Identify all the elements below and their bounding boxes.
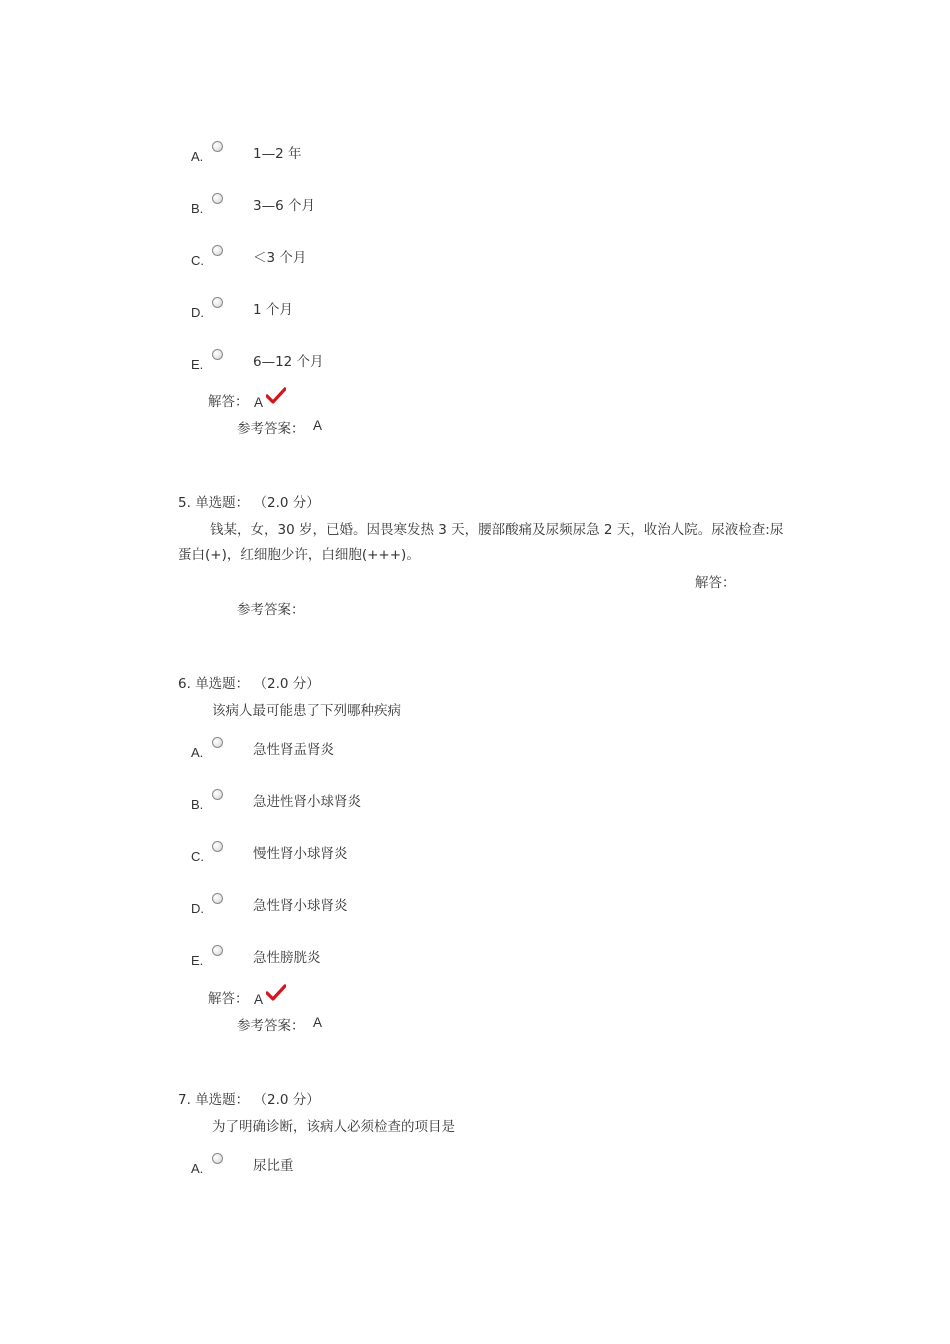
option-text: 急性膀胱炎: [253, 950, 321, 966]
answer-value: A: [254, 992, 264, 1007]
q5-body-line2: 蛋白(+)，红细胞少许，白细胞(+++)。: [178, 547, 420, 563]
question-score: （2.0 分）: [253, 495, 320, 511]
answer-value: A: [254, 395, 264, 410]
option-text: 尿比重: [253, 1158, 294, 1174]
question-type: 单选题：: [195, 1092, 250, 1108]
question-type: 单选题：: [195, 676, 250, 692]
option-letter: E.: [191, 953, 204, 968]
reference-answer-value: A: [313, 1015, 323, 1030]
question-score: （2.0 分）: [253, 676, 320, 692]
check-mark-icon: [266, 387, 286, 405]
radio-button-icon[interactable]: [212, 893, 223, 904]
reference-answer-value: A: [313, 418, 323, 433]
q6-question-text: 该病人最可能患了下列哪种疾病: [212, 703, 401, 719]
q5-body-line1: 钱某，女，30 岁，已婚。因畏寒发热 3 天，腰部酸痛及尿频尿急 2 天，收治人院。尿液检查:尿: [210, 522, 784, 538]
option-text: 慢性肾小球肾炎: [253, 846, 348, 862]
radio-button-icon[interactable]: [212, 737, 223, 748]
option-text: 6—12 个月: [253, 354, 324, 370]
option-letter: D.: [191, 305, 204, 320]
option-text: 急进性肾小球肾炎: [253, 794, 361, 810]
option-letter: B.: [191, 797, 204, 812]
option-text: 急性肾盂肾炎: [253, 742, 334, 758]
option-letter: A.: [191, 149, 204, 164]
question-number: 5.: [178, 495, 191, 511]
radio-button-icon[interactable]: [212, 193, 223, 204]
option-letter: C.: [191, 849, 204, 864]
q6-header: [178, 672, 320, 692]
reference-answer-label: 参考答案：: [237, 1018, 305, 1034]
q7-question-text: 为了明确诊断，该病人必须检查的项目是: [212, 1119, 455, 1135]
reference-answer-label: 参考答案：: [237, 421, 305, 437]
radio-button-icon[interactable]: [212, 1153, 223, 1164]
option-text: 急性肾小球肾炎: [253, 898, 348, 914]
question-score: （2.0 分）: [253, 1092, 320, 1108]
reference-answer-label: 参考答案：: [237, 602, 305, 618]
option-text: 1 个月: [253, 302, 293, 318]
q7-header: [178, 1088, 320, 1108]
radio-button-icon[interactable]: [212, 297, 223, 308]
option-letter: B.: [191, 201, 204, 216]
option-letter: C.: [191, 253, 204, 268]
option-text: 3—6 个月: [253, 198, 315, 214]
question-number: 6.: [178, 676, 191, 692]
answer-label: 解答：: [208, 991, 249, 1007]
question-number: 7.: [178, 1092, 191, 1108]
option-letter: A.: [191, 745, 204, 760]
radio-button-icon[interactable]: [212, 141, 223, 152]
option-letter: E.: [191, 357, 204, 372]
radio-button-icon[interactable]: [212, 349, 223, 360]
option-text: 1—2 年: [253, 146, 302, 162]
radio-button-icon[interactable]: [212, 245, 223, 256]
radio-button-icon[interactable]: [212, 945, 223, 956]
option-text: ＜3 个月: [253, 250, 307, 266]
answer-label: 解答：: [695, 575, 736, 591]
answer-label: 解答：: [208, 394, 249, 410]
radio-button-icon[interactable]: [212, 841, 223, 852]
radio-button-icon[interactable]: [212, 789, 223, 800]
option-letter: D.: [191, 901, 204, 916]
option-letter: A.: [191, 1161, 204, 1176]
question-type: 单选题：: [195, 495, 250, 511]
q5-header: [178, 491, 320, 511]
check-mark-icon: [266, 984, 286, 1002]
